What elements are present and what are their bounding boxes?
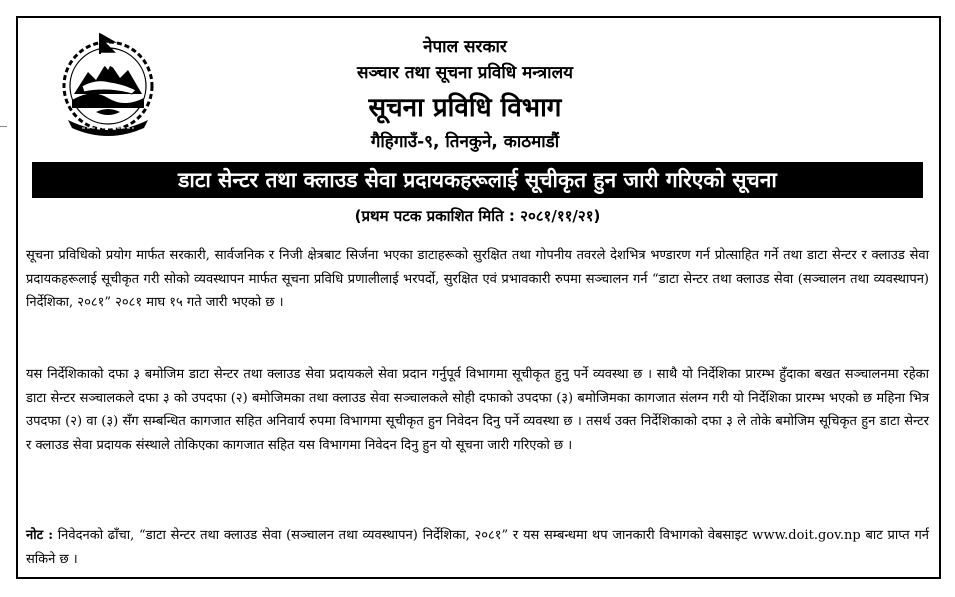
government-name: नेपाल सरकार — [423, 37, 507, 57]
note-label: नोट : — [26, 528, 54, 543]
department-name: सूचना प्रविधि विभाग — [368, 93, 562, 123]
page-edge-mark — [0, 126, 7, 127]
notice-note — [26, 524, 929, 571]
notice-paragraph-1: सूचना प्रविधिको प्रयोग मार्फत सरकारी, सार्वजनिक र निजी क्षेत्रबाट सिर्जना भएका डाटाहरूको सुरक्षित तथा गोपनीय तवरले देशभित्र भण्डारण गर्न प्रोत्साहित गर्ने तथा डाटा सेन्टर र क्लाउड सेवा प्रदायकहरूलाई सूचीकृत गरी सोको व्यवस्थापन मार्फत सूचना प्रविधि प्रणालीलाई भरपर्दो, सुरक्षित एवं प्रभावकारी रुपमा सञ्चालन गर्न “डाटा सेन्टर तथा क्लाउड सेवा (सञ्चालन तथा व्यवस्थापन) निर्देशिका, २०८१” २०८१ माघ १५ गते जारी भएको छ । — [26, 248, 929, 311]
publication-date: (प्रथम पटक प्रकाशित मिति : २०८१/११/२१) — [354, 207, 601, 225]
nepal-emblem-icon — [52, 28, 164, 138]
notice-paragraph-2: यस निर्देशिकाको दफा ३ बमोजिम डाटा सेन्टर तथा क्लाउड सेवा प्रदायकले सेवा प्रदान गर्नुपूर्व विभागमा सूचीकृत हुनु पर्ने व्यवस्था छ । साथै यो निर्देशिका प्रारम्भ हुँदाका बखत सञ्चालनमा रहेका डाटा सेन्टर सञ्चालकले दफा ३ को उपदफा (२) बमोजिमका तथा क्लाउड सेवा सञ्चालकले सोही दफाको उपदफा (३) बमोजिमका कागजात संलग्न गरी यो निर्देशिका प्रारम्भ भएको छ महिना भित्र उपदफा (२) वा (३) सँग सम्बन्धित कागजात सहित अनिवार्य रुपमा विभागमा सूचीकृत हुन निवेदन दिनु पर्ने व्यवस्था छ । तसर्थ उक्त निर्देशिकाको दफा ३ ले तोके बमोजिम सूचिकृत हुन डाटा सेन्टर र क्लाउड सेवा प्रदायक संस्थाले तोकिएका कागजात सहित यस विभागमा निवेदन दिनु हुन यो सूचना जारी गरिएको छ । — [26, 367, 929, 453]
department-address: गैहिगाउँ-९, तिनकुने, काठमाडौं — [370, 132, 560, 152]
note-text: निवेदनको ढाँचा, “डाटा सेन्टर तथा क्लाउड सेवा (सञ्चालन तथा व्यवस्थापन) निर्देशिका, २०८१” र यस सम्बन्धमा थप जानकारी विभागको वेबसाइट www.doit.gov.np बाट प्राप्त गर्न सकिने छ । — [26, 528, 929, 567]
ministry-name: सञ्चार तथा सूचना प्रविधि मन्त्रालय — [357, 63, 573, 83]
notice-title-banner: डाटा सेन्टर तथा क्लाउड सेवा प्रदायकहरूलाई सूचीकृत हुन जारी गरिएको सूचना — [32, 162, 923, 198]
